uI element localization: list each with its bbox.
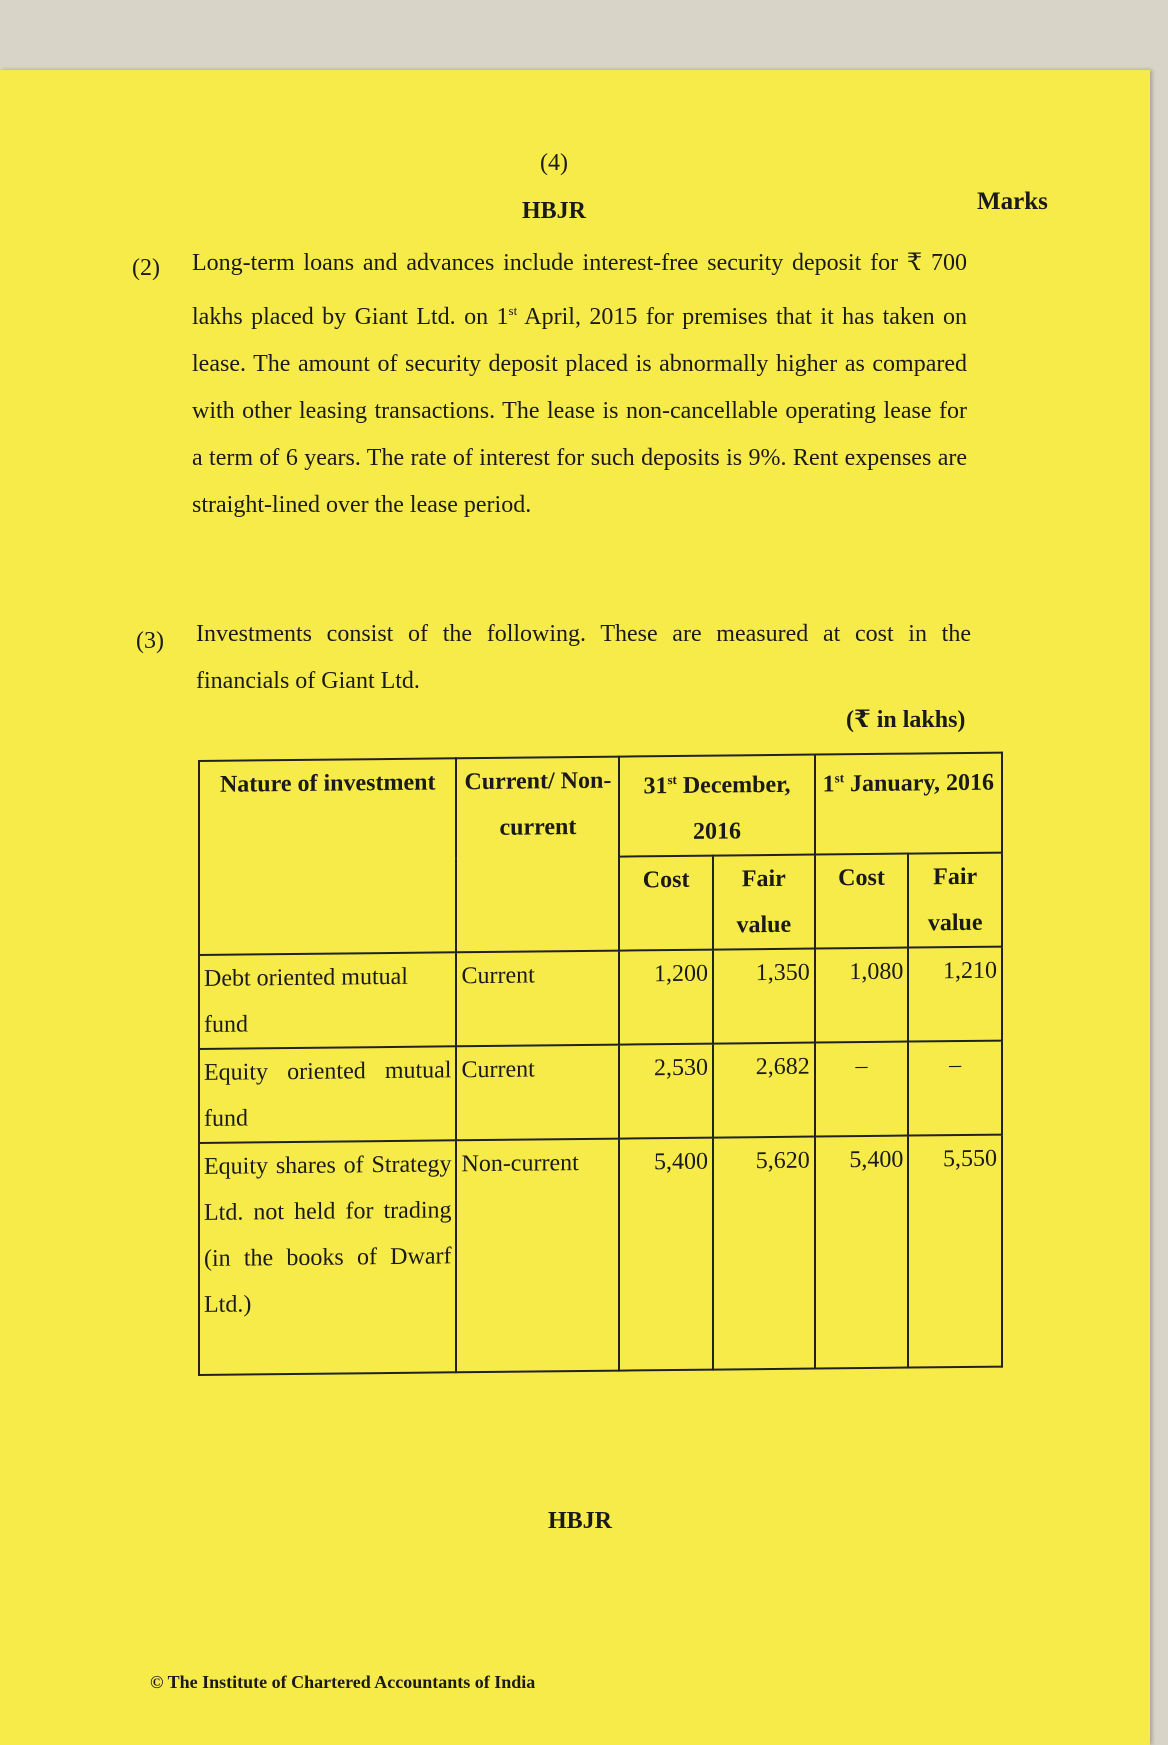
question-2-text: Long-term loans and advances include interest-free security deposit for ₹ 700 lakhs placed by Giant Ltd. on 1st April, 2015 for premises that it has taken on lease. The amount of security deposit placed is abnormally higher as compared with other leasing transactions. The lease is non-cancellable operating lease for a term of 6 years. The rate of interest for such deposits is 9%. Rent expenses are straight-lined over the lease period. <box>192 250 968 518</box>
investments-table <box>198 752 1003 1376</box>
cell-nature: Equity oriented mutual fund <box>199 1046 456 1143</box>
question-2-number: (2) <box>132 255 160 281</box>
cell-nature: Equity shares of Strategy Ltd. not held for trading (in the books of Dwarf Ltd.) <box>199 1140 456 1375</box>
header-nature-of-investment: Nature of investment <box>199 758 456 955</box>
cell-dec-cost: 1,200 <box>619 950 713 1045</box>
question-3-text: Investments consist of the following. These are measured at cost in the financials of Giant Ltd. <box>196 621 971 694</box>
header-jan-cost: Cost <box>815 854 909 949</box>
cell-type: Current <box>456 951 619 1047</box>
table-row <box>199 1041 1002 1143</box>
table-row <box>199 947 1002 1049</box>
cell-dec-fair: 1,350 <box>713 949 815 1044</box>
cell-type: Non-current <box>456 1139 619 1373</box>
question-3-number: (3) <box>136 628 164 654</box>
cell-jan-fair: – <box>908 1041 1002 1136</box>
cell-dec-fair: 2,682 <box>713 1043 815 1138</box>
cell-jan-cost: 5,400 <box>815 1136 909 1369</box>
header-current-non-current: Current/ Non-current <box>456 757 619 953</box>
cell-dec-cost: 5,400 <box>619 1138 713 1371</box>
cell-jan-fair: 1,210 <box>908 947 1002 1042</box>
cell-dec-cost: 2,530 <box>619 1044 713 1139</box>
header-dec-cost: Cost <box>619 856 713 951</box>
marks-label: Marks <box>977 188 1048 215</box>
header-dec-fair-value: Fair value <box>713 855 815 950</box>
paper-code-header: HBJR <box>522 198 587 224</box>
cell-type: Current <box>456 1045 619 1141</box>
header-1-january-2016: 1st January, 2016 <box>815 753 1002 855</box>
amount-unit-label: (₹ in lakhs) <box>846 707 966 733</box>
cell-jan-cost: 1,080 <box>815 948 909 1043</box>
page-number: (4) <box>540 150 568 176</box>
cell-dec-fair: 5,620 <box>713 1137 815 1370</box>
cell-nature: Debt oriented mutual fund <box>199 952 456 1049</box>
header-jan-fair-value: Fair value <box>908 853 1002 948</box>
table-row <box>199 1135 1002 1375</box>
paper-code-footer: HBJR <box>548 1508 613 1534</box>
copyright-notice: © The Institute of Chartered Accountants of India <box>150 1672 536 1692</box>
cell-jan-cost: – <box>815 1042 909 1137</box>
cell-jan-fair: 5,550 <box>908 1135 1002 1368</box>
header-31-december-2016: 31st December, 2016 <box>619 755 814 857</box>
